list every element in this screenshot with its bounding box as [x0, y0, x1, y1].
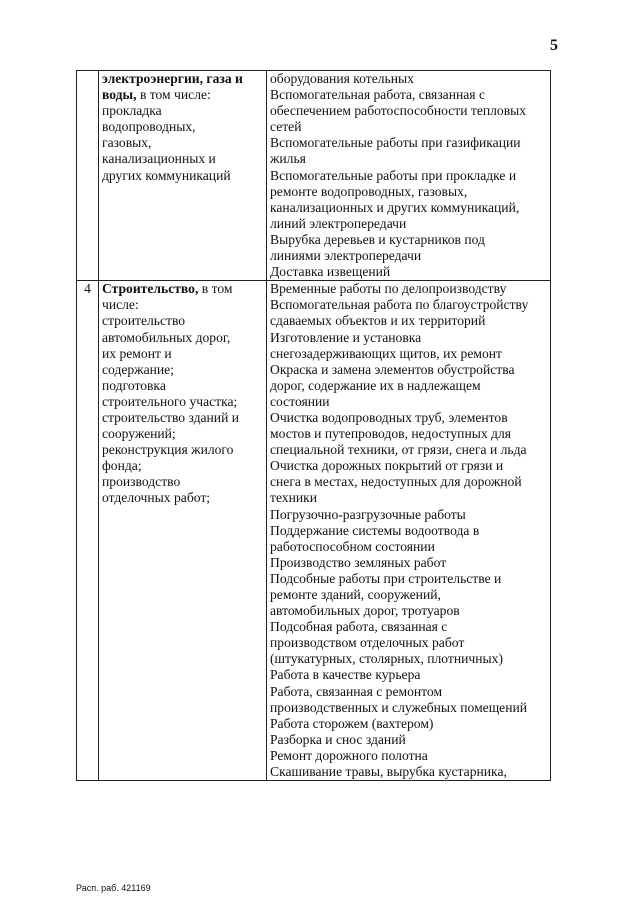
table-row [77, 281, 551, 781]
work-line: Подсобная работа, связанная с [270, 619, 448, 635]
category-line [102, 297, 263, 313]
category-line-bold: воды, [102, 87, 137, 103]
work-line: линиями электропередачи [270, 248, 422, 264]
work-line: ремонте водопроводных, газовых, [270, 183, 468, 199]
work-line: сдаваемых объектов и их территорий [270, 313, 486, 329]
row-number [77, 71, 99, 281]
work-line: оборудования котельных [270, 71, 414, 86]
category-line [102, 103, 263, 119]
work-line: Временные работы по делопроизводству [270, 281, 507, 297]
category-line-text: сооружений; [102, 426, 176, 442]
category-line-text: прокладка [102, 103, 162, 119]
category-line-bold: электроэнергии, газа и [102, 71, 243, 86]
work-line: Вырубка деревьев и кустарников под [270, 231, 485, 247]
work-line: работоспособном состоянии [270, 538, 435, 554]
category-line-text: водопроводных, [102, 119, 196, 135]
work-line: (штукатурных, столярных, плотничных) [270, 651, 503, 667]
work-line: специальной техники, от грязи, снега и льда [270, 442, 527, 458]
footer-note: Расп. раб. 421169 [76, 883, 151, 893]
category-line-text: фонда; [102, 458, 142, 474]
category-line [102, 313, 263, 329]
category-line-text: отделочных работ; [102, 490, 211, 506]
category-line-text: содержание; [102, 361, 174, 377]
category-line [102, 394, 263, 410]
category-line [102, 346, 263, 362]
work-line: производством отделочных работ [270, 635, 465, 651]
work-line: Скашивание травы, вырубка кустарника, [270, 764, 507, 780]
work-line: Подсобные работы при строительстве и [270, 570, 502, 586]
work-line: Окраска и замена элементов обустройства [270, 361, 515, 377]
work-line: Вспомогательные работы при прокладке и [270, 167, 517, 183]
work-line: Доставка извещений [270, 264, 391, 280]
category-line [102, 151, 263, 167]
work-line: снега в местах, недоступных для дорожной [270, 474, 522, 490]
work-line: Очистка дорожных покрытий от грязи и [270, 458, 504, 474]
table-body [77, 71, 551, 781]
work-line: линий электропередачи [270, 215, 407, 231]
work-line: Работа сторожем (вахтером) [270, 715, 434, 731]
category-line-text: числе: [102, 297, 139, 313]
category-line-text: газовых, [102, 135, 152, 151]
category-line [102, 119, 263, 135]
row-number: 4 [77, 281, 99, 781]
work-line: Ремонт дорожного полотна [270, 747, 428, 763]
category-line-text: реконструкция жилого [102, 442, 234, 458]
category-line [102, 490, 263, 506]
work-line: техники [270, 490, 318, 506]
work-line: Разборка и снос зданий [270, 731, 406, 747]
works-cell [267, 281, 551, 781]
table-row [77, 71, 551, 281]
category-line [102, 71, 263, 87]
work-line: Работа, связанная с ремонтом [270, 683, 443, 699]
work-line: Поддержание системы водоотвода в [270, 522, 480, 538]
category-line-text: в том [198, 281, 233, 297]
category-line [102, 281, 263, 297]
category-line-text: других коммуникаций [102, 167, 231, 183]
category-line-text: их ремонт и [102, 345, 172, 361]
category-line-text: производство [102, 474, 181, 490]
category-line-text: подготовка [102, 377, 166, 393]
page-number: 5 [550, 37, 558, 54]
category-line [102, 135, 263, 151]
work-line: Очистка водопроводных труб, элементов [270, 409, 508, 425]
category-line [102, 426, 263, 442]
category-line-text: автомобильных дорог, [102, 329, 231, 345]
work-line: сетей [270, 119, 302, 135]
work-line: обеспечением работоспособности тепловых [270, 103, 527, 119]
category-line [102, 410, 263, 426]
work-line: жилья [270, 151, 306, 167]
works-table [76, 70, 551, 781]
work-line: канализационных и других коммуникаций, [270, 199, 520, 215]
work-line: снегозадерживающих щитов, их ремонт [270, 345, 502, 361]
work-line: Вспомогательная работа, связанная с [270, 87, 485, 103]
category-line-text: строительство зданий и [102, 409, 240, 425]
category-line [102, 458, 263, 474]
works-cell [267, 71, 551, 281]
work-line: Производство земляных работ [270, 554, 447, 570]
work-line: состоянии [270, 393, 330, 409]
work-line: дорог, содержание их в надлежащем [270, 377, 481, 393]
work-line: автомобильных дорог, тротуаров [270, 603, 460, 619]
category-line [102, 168, 263, 184]
work-line: производственных и служебных помещений [270, 699, 528, 715]
category-cell [99, 71, 267, 281]
work-line: Изготовление и установка [270, 329, 422, 345]
category-line-text: строительство [102, 313, 186, 329]
category-line-bold: Строительство, [102, 281, 199, 297]
category-cell [99, 281, 267, 781]
category-line [102, 474, 263, 490]
work-line: мостов и путепроводов, недоступных для [270, 426, 511, 442]
category-line [102, 87, 263, 103]
work-line: Вспомогательные работы при газификации [270, 135, 521, 151]
category-line [102, 442, 263, 458]
work-line: Вспомогательная работа по благоустройству [270, 297, 529, 313]
category-line [102, 362, 263, 378]
category-line-text: строительного участка; [102, 393, 238, 409]
work-line: Работа в качестве курьера [270, 667, 421, 683]
category-line [102, 378, 263, 394]
category-line-text: канализационных и [102, 151, 216, 167]
category-line [102, 330, 263, 346]
category-line-text: в том числе: [136, 87, 211, 103]
work-line: ремонте зданий, сооружений, [270, 587, 441, 602]
work-line: Погрузочно-разгрузочные работы [270, 506, 466, 522]
